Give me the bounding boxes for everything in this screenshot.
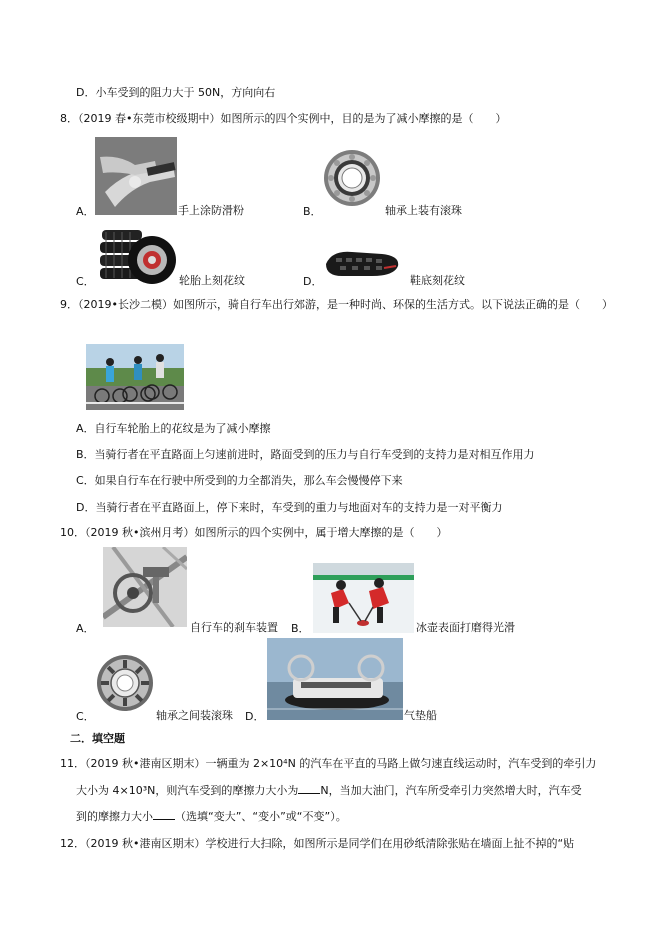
q9-option-d: D．当骑行者在平直路面上，停下来时，车受到的重力与地面对车的支持力是一对平衡力: [76, 501, 503, 514]
q10-b-text: 冰壶表面打磨得光滑: [416, 621, 515, 634]
q10-image-curling: [313, 563, 414, 633]
q10-c-text: 轴承之间装滚珠: [156, 709, 233, 722]
q8-c-label: C．: [76, 275, 95, 288]
q8-d-text: 鞋底刻花纹: [410, 274, 465, 287]
q9-option-c: C．如果自行车在行驶中所受到的力全都消失，那么车会慢慢停下来: [76, 474, 403, 487]
q9-image-cyclists: [86, 344, 184, 410]
q9-option-b: B．当骑行者在平直路面上匀速前进时，路面受到的压力与自行车受到的支持力是对相互作用力: [76, 448, 535, 461]
q9-option-a: A．自行车轮胎上的花纹是为了减小摩擦: [76, 422, 271, 435]
q10-image-hovercraft: [267, 638, 403, 720]
section-title-fill-in: 二．填空题: [70, 732, 125, 745]
q10-image-roller-bearing: [95, 650, 155, 716]
q11-blank-2[interactable]: [153, 809, 175, 820]
q7-option-d: D．小车受到的阻力大于 50N，方向向右: [76, 86, 276, 99]
q8-b-label: B．: [303, 205, 322, 218]
q8-b-text: 轴承上装有滚珠: [385, 204, 462, 217]
q8-image-ball-bearing: [322, 147, 382, 209]
q11-line2: [76, 783, 582, 798]
q10-a-text: 自行车的刹车装置: [190, 621, 278, 634]
q9-stem: 9．（2019•长沙二模）如图所示，骑自行车出行郊游，是一种时尚、环保的生活方式。以下说法正确的是（ ）: [60, 298, 613, 311]
q8-image-shoe-sole: [322, 246, 402, 280]
q11-line2-part-a: 大小为 4×10³N，则汽车受到的摩擦力大小为: [76, 784, 299, 797]
q8-stem: 8．（2019 春•东莞市校级期中）如图所示的四个实例中，目的是为了减小摩擦的是（ ）: [60, 112, 507, 125]
q8-image-hands-powder: [95, 137, 177, 215]
q8-c-text: 轮胎上刻花纹: [179, 274, 245, 287]
q11-line3-part-a: 到的摩擦力大小: [76, 810, 153, 823]
q8-a-text: 手上涂防滑粉: [178, 204, 244, 217]
q10-d-text: 气垫船: [404, 709, 437, 722]
q10-b-label: B．: [291, 622, 310, 635]
q10-d-label: D．: [245, 710, 265, 723]
q10-a-label: A．: [76, 622, 95, 635]
q8-image-tires: [96, 226, 176, 290]
q10-c-label: C．: [76, 710, 95, 723]
q11-line2-part-b: N，当加大油门，汽车所受牵引力突然增大时，汽车受: [320, 784, 582, 797]
q12-line1: 12．（2019 秋•港南区期末）学校进行大扫除，如图所示是同学们在用砂纸清除张贴在墙面上扯不掉的“贴: [60, 837, 575, 850]
q11-line1: 11．（2019 秋•港南区期末）一辆重为 2×10⁴N 的汽车在平直的马路上做匀速直线运动时，汽车受到的牵引力: [60, 757, 597, 770]
q10-stem: 10．（2019 秋•滨州月考）如图所示的四个实例中，属于增大摩擦的是（ ）: [60, 526, 448, 539]
q8-a-label: A．: [76, 205, 95, 218]
q11-blank-1[interactable]: [298, 783, 320, 794]
q8-d-label: D．: [303, 275, 323, 288]
q10-image-bike-brake: [103, 547, 187, 627]
q11-line3-part-b: （选填“变大”、“变小”或“不变”）。: [175, 810, 347, 823]
q11-line3: [76, 809, 347, 824]
